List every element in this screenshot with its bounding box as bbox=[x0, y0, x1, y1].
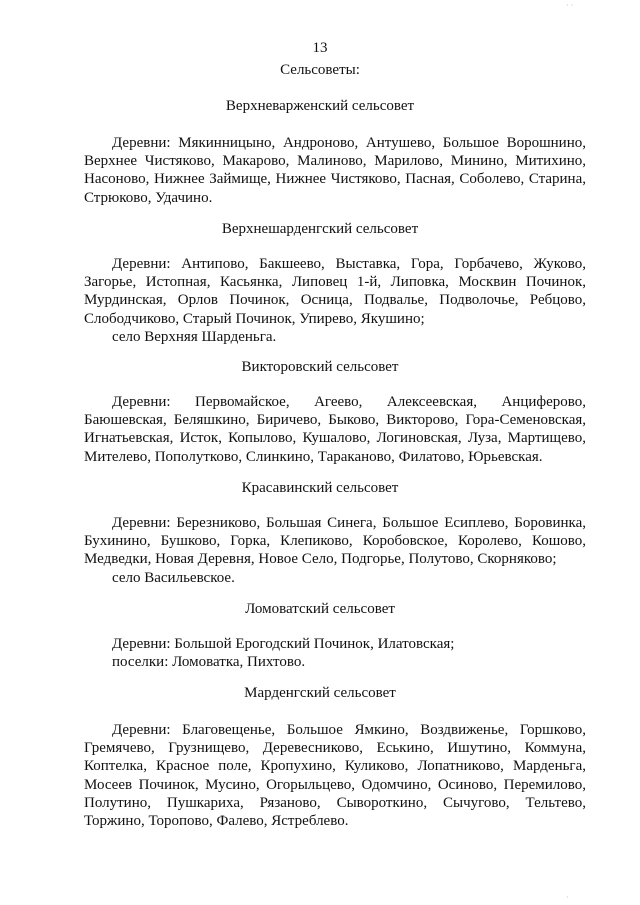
section-villages: Деревни: Антипово, Бакшеево, Выставка, Гора, Горбачево, Жуково, Загорье, Истопная, Касьянка, Липовец 1-й, Липовка, Москвин Починок, Мурдинская, Орлов Починок, Осница, Подвалье, Подволочье, Ребцово, Слободчиково, Старый Починок, Упирево, Якушино; bbox=[84, 256, 586, 327]
section-extra: село Верхняя Шарденьга. bbox=[112, 329, 277, 345]
section-extra: село Васильевское. bbox=[112, 570, 235, 586]
section-title: Марденгский сельсовет bbox=[244, 685, 396, 701]
section-villages: Деревни: Большой Ерогодский Починок, Илатовская; bbox=[112, 636, 455, 652]
section-title: Верхнешарденгский сельсовет bbox=[221, 221, 419, 237]
section-title: Красавинский сельсовет bbox=[241, 480, 399, 496]
section-villages: Деревни: Березниково, Большая Синега, Большое Есиплево, Боровинка, Бухинино, Бушково, Горка, Клепиково, Коробовское, Королево, Кошово, Медведки, Новая Деревня, Новое Село, Подгорье, Полутово, Скорняково; bbox=[84, 515, 586, 568]
page-number: 13 bbox=[312, 40, 328, 56]
scan-mark: · bbox=[566, 893, 569, 902]
section-extra: поселки: Ломоватка, Пихтово. bbox=[112, 654, 306, 670]
section-villages: Деревни: Мякинницыно, Андроново, Антушево, Большое Ворошнино, Верхнее Чистяково, Макарово, Малиново, Марилово, Минино, Митихино, Насоново, Нижнее Займище, Нижнее Чистяково, Пасная, Соболево, Старина, Стрюково, Удачино. bbox=[84, 135, 586, 206]
section-title: Викторовский сельсовет bbox=[241, 359, 399, 375]
section-villages: Деревни: Благовещенье, Большое Ямкино, Воздвиженье, Горшково, Гремячево, Грузнищево, Деревесниково, Еськино, Ишутино, Коммуна, Коптелка, Красное поле, Кропухино, Куликово, Лопатниково, Марденьга, Мосеев Починок, Мусино, Огорыльцево, Одомчино, Осиново, Перемилово, Полутино, Пушкариха, Рязаново, Сывороткино, Сычугово, Тельтево, Торжино, Торопово, Фалево, Ястреблево. bbox=[84, 722, 586, 830]
scan-mark: · · bbox=[566, 1, 574, 10]
page-heading: Сельсоветы: bbox=[280, 62, 360, 78]
section-title: Ломоватский сельсовет bbox=[245, 601, 395, 617]
section-villages: Деревни: Первомайское, Агеево, Алексеевская, Анциферово, Баюшевская, Беляшкино, Биричево, Быково, Викторово, Гора-Семеновская, Игнатьевская, Исток, Копылово, Кушалово, Логиновская, Луза, Мартищево, Мителево, Пополутково, Слинкино, Тараканово, Филатово, Юрьевская. bbox=[84, 394, 586, 465]
section-title: Верхневарженский сельсовет bbox=[225, 98, 415, 114]
